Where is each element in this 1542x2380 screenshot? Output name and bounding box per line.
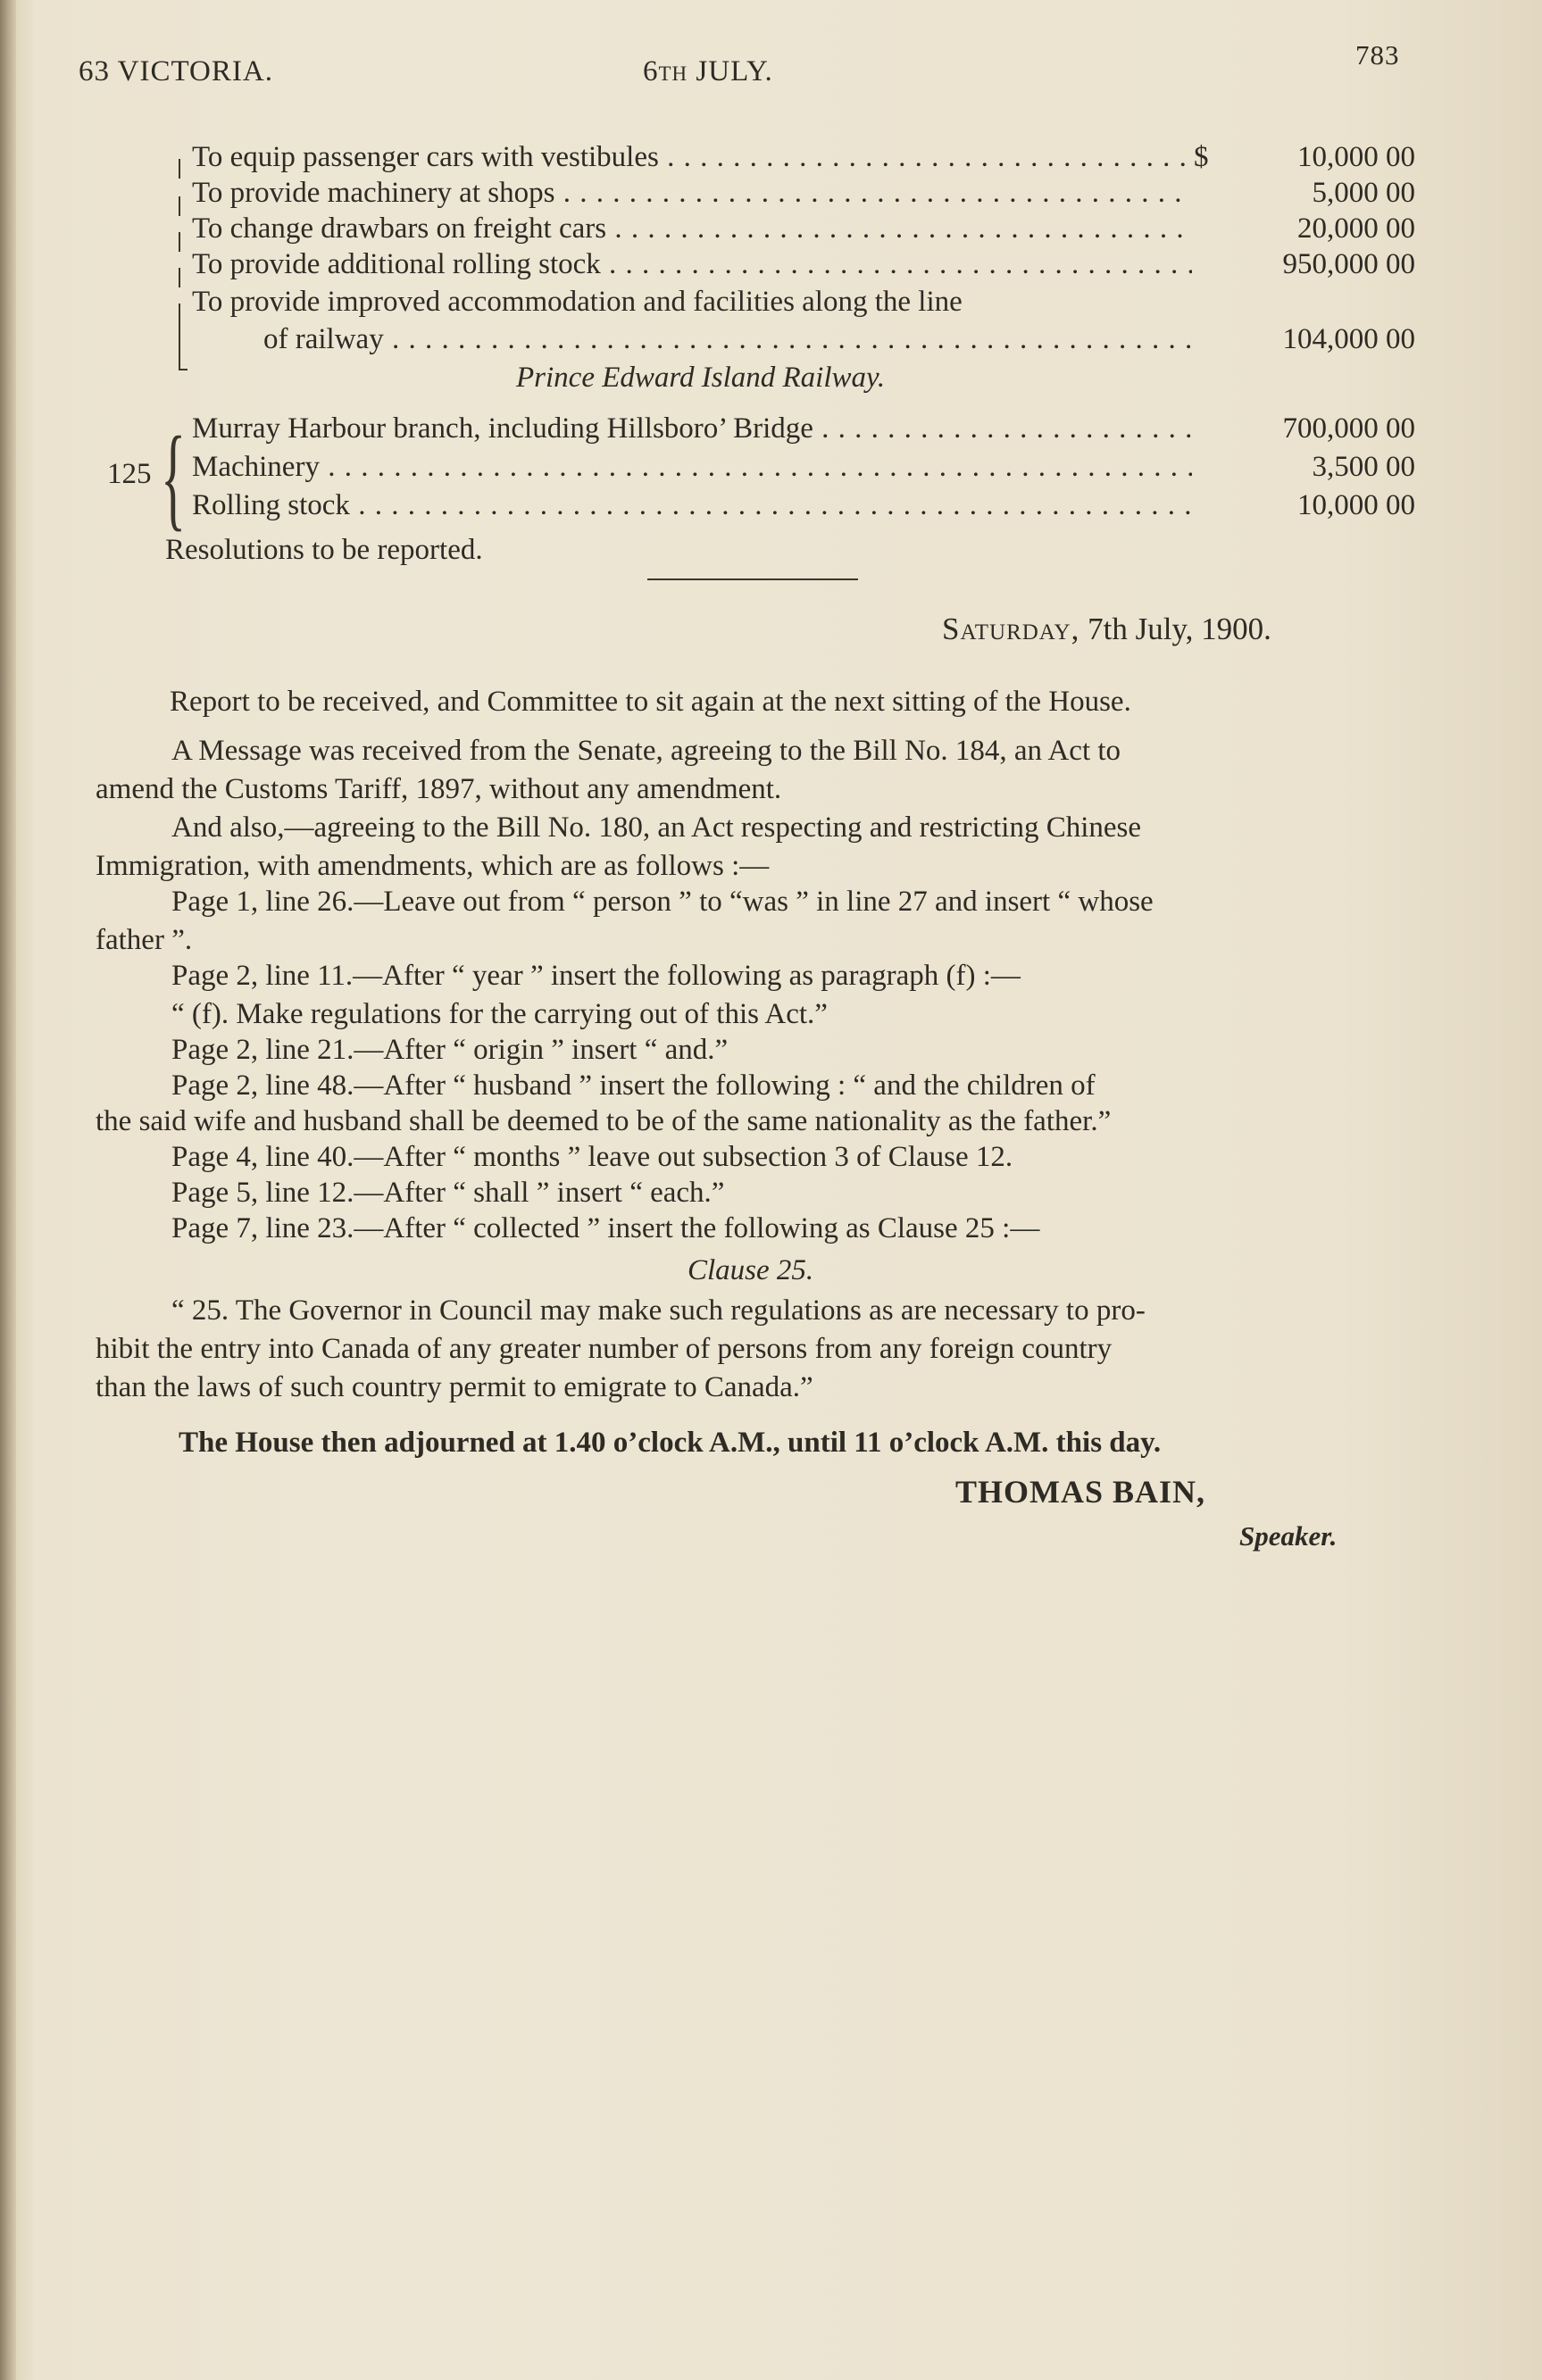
resolutions-line: Resolutions to be reported. — [165, 534, 483, 566]
list-item — [192, 177, 1415, 212]
list-item — [192, 412, 1415, 448]
item-amount: 700,000 00 — [1282, 412, 1415, 445]
item-amount: 20,000 00 — [1297, 212, 1415, 245]
item-label: Rolling stock . . . — [192, 489, 1192, 522]
curly-brace: { — [161, 413, 187, 542]
clause-line: than the laws of such country permit to emigrate to Canada.” — [96, 1371, 813, 1403]
list-item — [192, 489, 1415, 525]
body-line: Page 7, line 23.—After “ collected ” insert the following as Clause 25 :— — [171, 1212, 1040, 1244]
bracket-segment — [179, 232, 180, 252]
divider-rule — [647, 578, 858, 580]
header-date: 6th JULY. — [643, 55, 773, 87]
page-number: 783 — [1355, 39, 1400, 71]
item-amount: 5,000 00 — [1312, 177, 1415, 209]
header-left: 63 VICTORIA. — [79, 55, 273, 87]
speaker-title: Speaker. — [1239, 1520, 1338, 1552]
body-line: amend the Customs Tariff, 1897, without any amendment. — [96, 773, 782, 805]
list-item — [192, 286, 1415, 321]
body-line: And also,—agreeing to the Bill No. 180, an Act respecting and restricting Chinese — [171, 811, 1142, 844]
speaker-name: THOMAS BAIN, — [955, 1474, 1206, 1510]
dollar-sign: $ — [1194, 141, 1209, 173]
item-label: Machinery . . . — [192, 451, 1192, 484]
adjournment-line: The House then adjourned at 1.40 o’clock A.M., until 11 o’clock A.M. this day. — [179, 1427, 1162, 1459]
item-label: To provide improved accommodation and facilities along the line — [192, 286, 963, 318]
item-label: of railway . . . — [263, 323, 1192, 356]
list-item — [192, 323, 1415, 359]
bracket-foot — [179, 369, 188, 370]
body-line: the said wife and husband shall be deemed to be of the same nationality as the father.” — [96, 1105, 1112, 1137]
list-item — [192, 141, 1415, 177]
list-item — [192, 451, 1415, 487]
body-line: Page 5, line 12.—After “ shall ” insert “ each.” — [171, 1177, 725, 1209]
book-spine — [0, 0, 16, 2380]
body-line: father ”. — [96, 924, 193, 956]
vote-number: 125 — [107, 458, 152, 490]
body-line: Page 2, line 11.—After “ year ” insert the following as paragraph (f) :— — [171, 960, 1021, 992]
sitting-date-rest: 7th July, 1900. — [1088, 612, 1271, 646]
body-line: A Message was received from the Senate, agreeing to the Bill No. 184, an Act to — [171, 735, 1121, 767]
bracket-segment — [179, 268, 180, 287]
bracket-segment — [179, 196, 180, 216]
body-line: Page 2, line 21.—After “ origin ” insert “ and.” — [171, 1034, 729, 1066]
item-label: To provide additional rolling stock . . . — [192, 248, 1192, 281]
list-item — [192, 248, 1415, 284]
sitting-date — [942, 612, 1271, 647]
item-label: Murray Harbour branch, including Hillsboro’ Bridge . . . — [192, 412, 1192, 445]
item-label: To change drawbars on freight cars . . . — [192, 212, 1192, 245]
body-line: “ (f). Make regulations for the carrying out of this Act.” — [171, 998, 828, 1030]
sitting-day: Saturday, — [942, 612, 1080, 646]
body-line: Immigration, with amendments, which are as follows :— — [96, 850, 770, 882]
item-amount: 950,000 00 — [1282, 248, 1415, 280]
list-item — [192, 212, 1415, 248]
item-amount: 10,000 00 — [1297, 141, 1415, 173]
bracket-segment — [179, 304, 180, 370]
body-line: Page 4, line 40.—After “ months ” leave out subsection 3 of Clause 12. — [171, 1141, 1013, 1173]
report-line: Report to be received, and Committee to sit again at the next sitting of the House. — [170, 686, 1131, 718]
bracket-segment — [179, 159, 180, 179]
section-heading: Prince Edward Island Railway. — [516, 362, 886, 394]
item-label: To equip passenger cars with vestibules . . . — [192, 141, 1192, 174]
clause-line: “ 25. The Governor in Council may make such regulations as are necessary to pro- — [171, 1294, 1146, 1327]
clause-line: hibit the entry into Canada of any greater number of persons from any foreign country — [96, 1333, 1113, 1365]
item-amount: 3,500 00 — [1312, 451, 1415, 483]
clause-heading: Clause 25. — [688, 1254, 814, 1286]
body-line: Page 1, line 26.—Leave out from “ person ” to “was ” in line 27 and insert “ whose — [171, 886, 1154, 918]
item-amount: 10,000 00 — [1297, 489, 1415, 521]
item-label: To provide machinery at shops . . . — [192, 177, 1192, 210]
item-amount: 104,000 00 — [1282, 323, 1415, 355]
body-line: Page 2, line 48.—After “ husband ” insert the following : “ and the children of — [171, 1069, 1096, 1102]
